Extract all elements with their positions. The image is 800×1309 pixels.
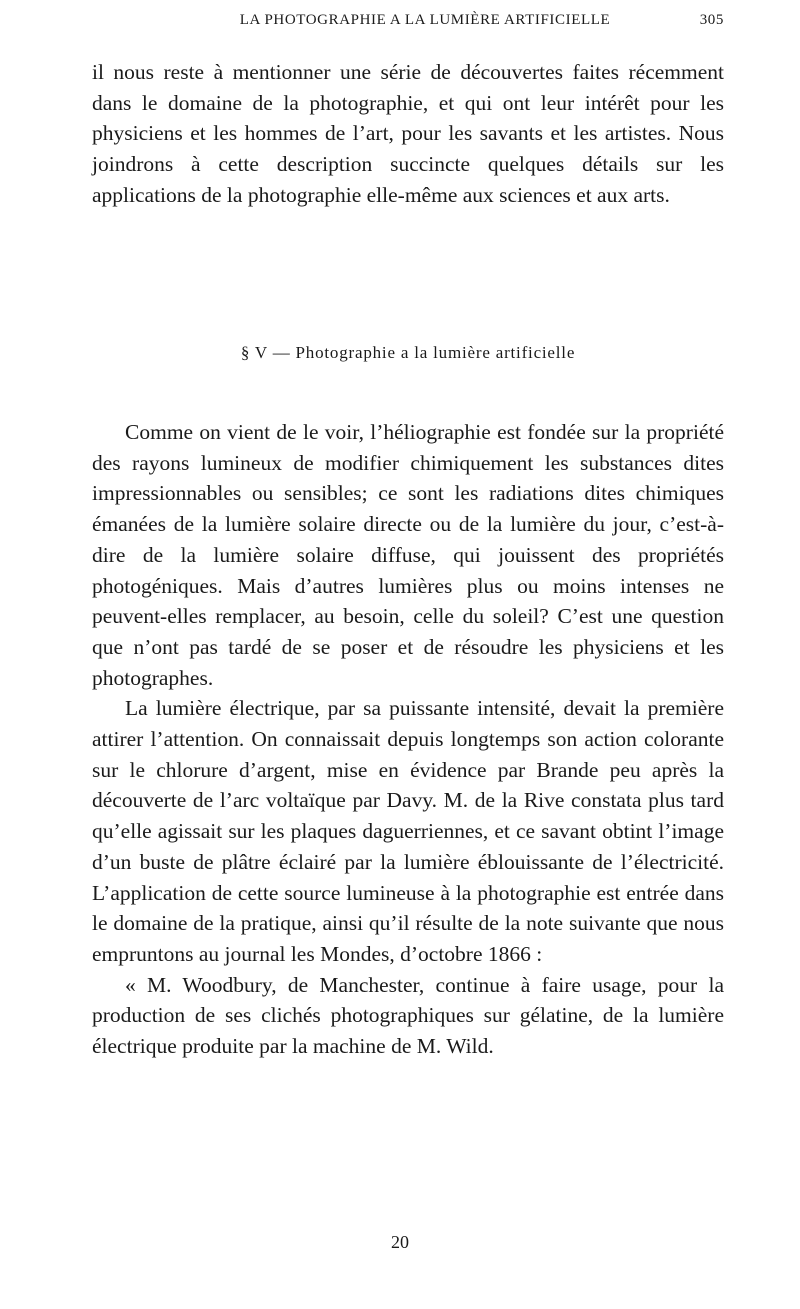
paragraph-4: « M. Woodbury, de Manchester, continue à faire usage, pour la production de ses clichés photographiques sur gélatine, de la lumière électrique produite par la machine de M. Wild.: [92, 972, 724, 1059]
running-title: LA PHOTOGRAPHIE A LA LUMIÈRE ARTIFICIELLE: [239, 12, 611, 28]
running-head: [92, 12, 724, 36]
opening-text: [92, 57, 724, 211]
paragraph-3: La lumière électrique, par sa puissante intensité, devait la première attirer l’attention. On connaissait depuis longtemps son action colorante sur le chlorure d’argent, mise en évidence par Brande peu après la découverte de l’arc voltaïque par Davy. M. de la Rive constata plus tard qu’elle agissait sur les plaques daguerriennes, et ce savant obtint l’image d’un buste de plâtre éclairé par la lumière éblouissante de l’électricité. L’application de cette source lumineuse à la photographie est entrée dans le domaine de la pratique, ainsi qu’il résulte de la note suivante que nous empruntons au journal les Mondes, d’octobre 1866 :: [92, 696, 724, 966]
page-number: 305: [699, 12, 724, 28]
section-heading: § V — Photographie a la lumière artificielle: [240, 343, 576, 362]
paragraph-2: Comme on vient de le voir, l’héliographie est fondée sur la propriété des rayons lumineux de modifier chimiquement les substances dites impressionnables ou sensibles; ce sont les radiations dites chimiques émanées de la lumière solaire directe ou de la lumière du jour, c’est-à-dire de la lumière solaire diffuse, qui jouissent des propriétés photogéniques. Mais d’autres lumières plus ou moins intenses ne peuvent-elles remplacer, au besoin, celle du soleil? C’est une question que n’ont pas tardé de se poser et de résoudre les physiciens et les photographes.: [92, 420, 724, 690]
paragraph-1: il nous reste à mentionner une série de découvertes faites récemment dans le domaine de la photographie, et qui ont leur intérêt pour les physiciens et les hommes de l’art, pour les savants et les artistes. Nous joindrons à cette description succincte quelques détails sur les applications de la photographie elle-même aux sciences et aux arts.: [92, 60, 724, 207]
body-text: [92, 417, 724, 1062]
signature-mark: 20: [391, 1232, 409, 1252]
